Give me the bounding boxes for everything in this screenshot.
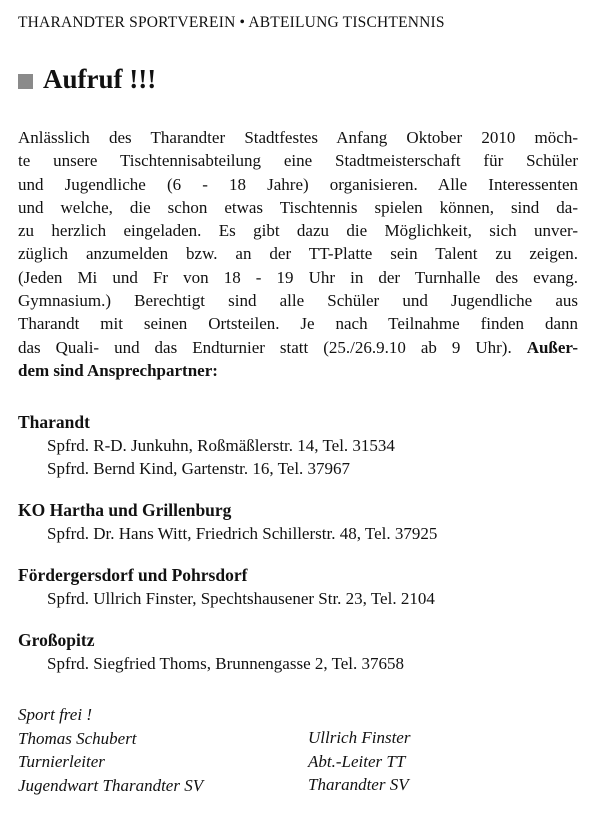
intro-paragraph (18, 126, 578, 382)
intro-line: Gymnasium.) Berechtigt sind alle Schüler und Jugendliche aus (18, 291, 578, 311)
intro-line: te unsere Tischtennisabteilung eine Stadtmeisterschaft für Schüler (18, 151, 578, 171)
signer-name: Thomas Schubert (18, 728, 137, 748)
contact-entry: Spfrd. Dr. Hans Witt, Friedrich Schillerstr. 48, Tel. 37925 (47, 524, 438, 543)
intro-line-bold (18, 359, 578, 382)
contact-section-tharandt (18, 410, 395, 480)
page-title: Aufruf !!! (43, 64, 157, 94)
contact-entry: Spfrd. Ullrich Finster, Spechtshausener Str. 23, Tel. 2104 (47, 589, 435, 608)
contacts-lead-in: dem sind Ansprechpartner: (18, 360, 218, 380)
intro-line: und welche, die schon etwas Tischtennis spielen können, sind da- (18, 197, 578, 217)
signer-club: Tharandter SV (308, 775, 409, 794)
intro-line: Anlässlich des Tharandter Stadtfestes Anfang Oktober 2010 möch- (18, 128, 578, 147)
section-heading: Fördergersdorf und Pohrsdorf (18, 565, 248, 585)
signature-left (18, 703, 203, 797)
intro-text: das Quali- und das Endturnier statt (25./26.9.10 ab 9 Uhr). (18, 337, 527, 357)
signer-club: Jugendwart Tharandter SV (18, 775, 204, 795)
section-heading: Großopitz (18, 630, 95, 650)
intro-line: Tharandt mit seinen Ortsteilen. Je nach Teilnahme finden dann (18, 314, 578, 334)
intro-line: zu herzlich eingeladen. Es gibt dazu die Möglichkeit, sich unver- (18, 221, 578, 241)
title-row (18, 64, 156, 95)
section-heading: Tharandt (18, 412, 90, 432)
signer-name: Ullrich Finster (308, 728, 411, 747)
greeting: Sport frei ! (18, 705, 92, 724)
contact-entry: Spfrd. Bernd Kind, Gartenstr. 16, Tel. 37967 (47, 459, 351, 478)
contact-section-hartha (18, 498, 437, 545)
intro-line: und Jugendliche (6 - 18 Jahre) organisieren. Alle Interessenten (18, 174, 578, 194)
running-header: THARANDTER SPORTVEREIN • ABTEILUNG TISCHTENNIS (18, 14, 445, 31)
intro-line-mixed (18, 336, 578, 359)
contact-section-foerdergersdorf (18, 563, 435, 610)
signer-role: Turnierleiter (18, 752, 105, 771)
section-heading: KO Hartha und Grillenburg (18, 500, 232, 520)
bullet-square-icon (18, 74, 33, 89)
contact-entry: Spfrd. Siegfried Thoms, Brunnengasse 2, Tel. 37658 (47, 654, 405, 673)
contact-section-grossopitz (18, 628, 404, 675)
intro-bold-text: Außer- (526, 337, 578, 357)
intro-line: züglich anzumelden bzw. an der TT-Platte sein Talent zu zeigen. (18, 244, 578, 264)
contact-entry: Spfrd. R-D. Junkuhn, Roßmäßlerstr. 14, Tel. 31534 (47, 436, 395, 455)
signature-right (308, 726, 410, 797)
intro-line: (Jeden Mi und Fr von 18 - 19 Uhr in der Turnhalle des evang. (18, 267, 578, 287)
signer-role: Abt.-Leiter TT (308, 751, 406, 771)
